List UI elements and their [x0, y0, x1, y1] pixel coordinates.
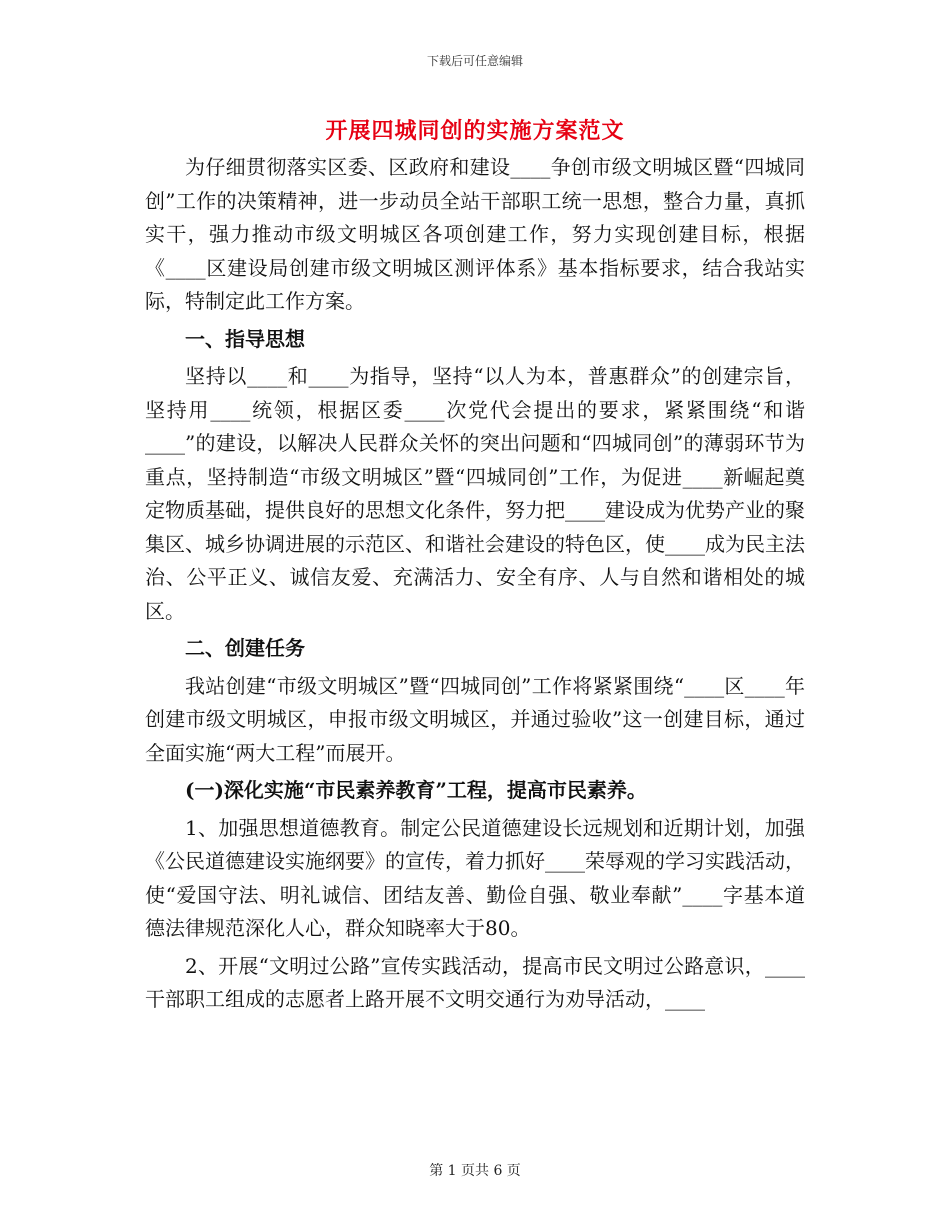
intro-paragraph: 为仔细贯彻落实区委、区政府和建设____争创市级文明城区暨“四城同创”工作的决策精神，进一步动员全站干部职工统一思想，整合力量，真抓实干，强力推动市级文明城区各项创建工作，努力实现创建目标，根据《____区建设局创建市级文明城区测评体系》基本指标要求，结合我站实际，特制定此工作方案。	[145, 155, 805, 313]
item-1-paragraph: 1、加强思想道德教育。制定公民道德建设长远规划和近期计划，加强《公民道德建设实施纲要》的宣传，着力抓好____荣辱观的学习实践活动，使“爱国守法、明礼诚信、团结友善、勤俭自强、敬业奉献”____字基本道德法律规范深化人心，群众知晓率大于80。	[145, 815, 805, 940]
tasks-paragraph: 我站创建“市级文明城区”暨“四城同创”工作将紧紧围绕“____区____年创建市级文明城区，申报市级文明城区，并通过验收”这一创建目标，通过全面实施“两大工程”而展开。	[145, 673, 805, 765]
guiding-ideology-paragraph: 坚持以____和____为指导，坚持“以人为本，普惠群众”的创建宗旨，坚持用____统领，根据区委____次党代会提出的要求，紧紧围绕“和谐____”的建设，以解决人民群众关怀的突出问题和“四城同创”的薄弱环节为重点，坚持制造“市级文明城区”暨“四城同创”工作，为促进____新崛起奠定物质基础，提供良好的思想文化条件，努力把____建设成为优势产业的聚集区、城乡协调进展的示范区、和谐社会建设的特色区，使____成为民主法治、公平正义、诚信友爱、充满活力、安全有序、人与自然和谐相处的城区。	[145, 364, 805, 623]
subsection-heading-citizen-education: (一)深化实施“市民素养教育”工程，提高市民素养。	[185, 778, 647, 802]
page-number: 第 1 页共 6 页	[429, 1163, 521, 1179]
document-body	[145, 151, 805, 1017]
section-heading-guiding-ideology: 一、指导思想	[185, 326, 305, 351]
item-2-paragraph: 2、开展“文明过公路”宣传实践活动，提高市民文明过公路意识，____干部职工组成的志愿者上路开展不文明交通行为劝导活动，____	[145, 953, 805, 1011]
document-title: 开展四城同创的实施方案范文	[325, 118, 625, 144]
page-header-note: 下载后可任意编辑	[426, 54, 523, 68]
section-heading-tasks: 二、创建任务	[185, 636, 305, 660]
